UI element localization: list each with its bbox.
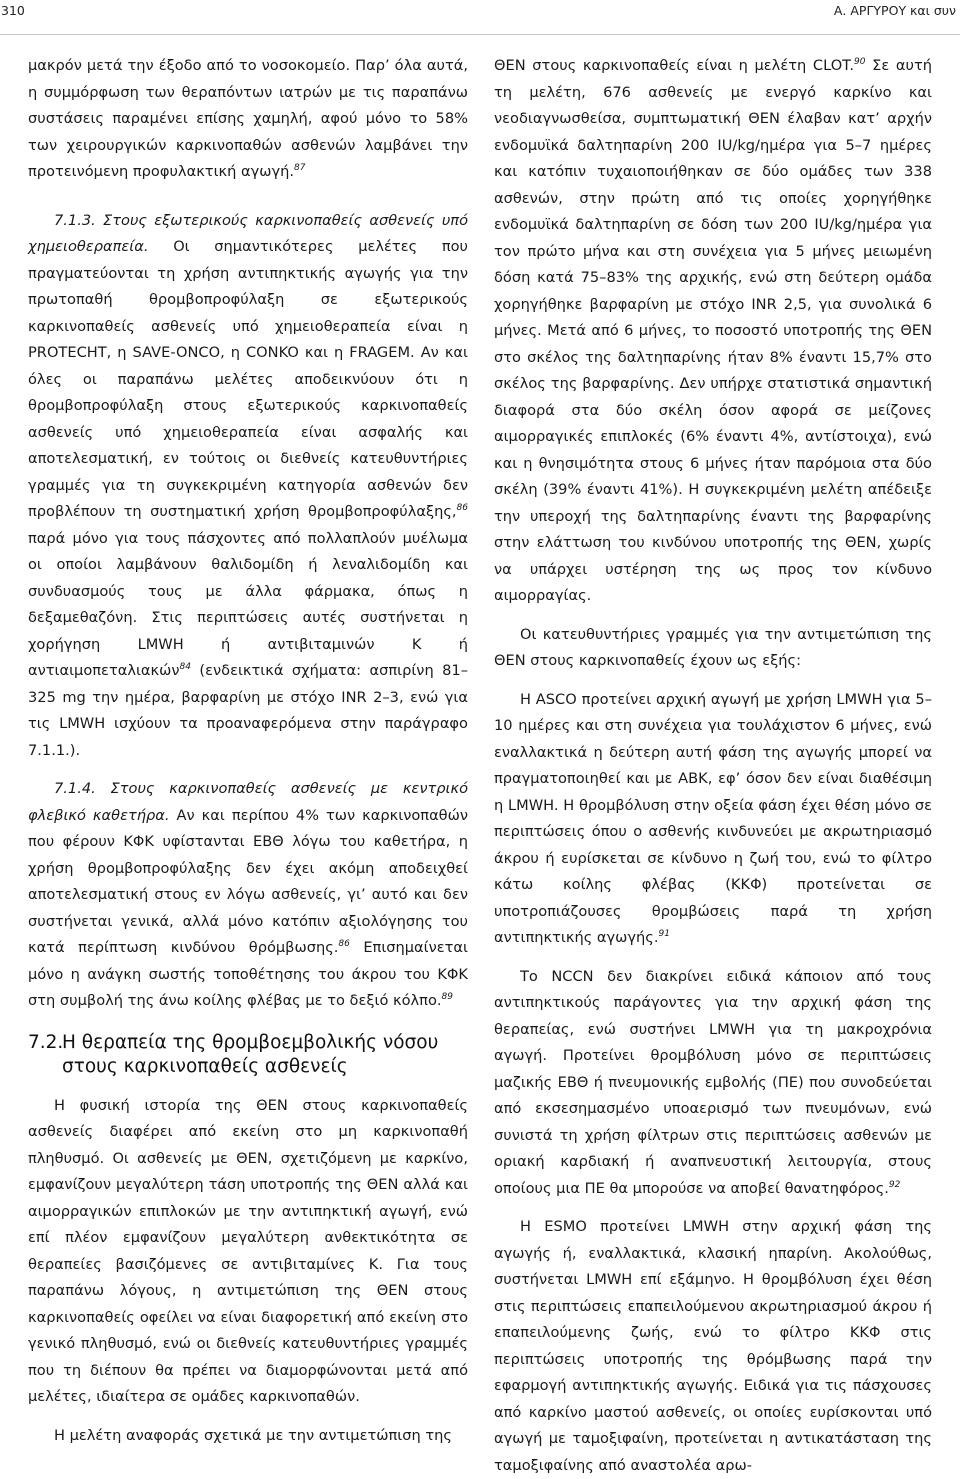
paragraph: Η φυσική ιστορία της ΘΕΝ στους καρκινοπαθείς ασθενείς διαφέρει από εκείνη στο μη καρκινοπαθή πληθυσμό. Οι ασθενείς με ΘΕΝ, σχετιζόμενη με καρκίνο, εμφανίζουν μεγαλύτερη τάση υποτροπής της ΘΕΝ αλλά και αιμορραγικών επιπλοκών με την αντιπηκτική αγωγή, ενώ επί πλέον εμφανίζουν μεγαλύτερη ανθεκτικότητα σε θεραπείες βασιζόμενες σε αντιβιταμίνες Κ. Για τους παραπάνω λόγους, η αντιμετώπιση της ΘΕΝ στους καρκινοπαθείς οφείλει να είναι διαφορετική από εκείνη στο γενικό πληθυσμό, ενώ οι διεθνείς κατευθυντήριες γραμμές που τη διέπουν θα πρέπει να διαμορφώνονται μετά από μελέτες, ιδιαίτερα σε ομάδες καρκινοπαθών.	[28, 1096, 468, 1405]
citation: 90	[854, 57, 866, 67]
running-title: Α. ΑΡΓΥΡΟΥ και συν	[833, 3, 956, 18]
paragraph: Η μελέτη αναφοράς σχετικά με την αντιμετώπιση της	[54, 1426, 452, 1444]
right-column	[494, 53, 932, 1474]
citation: 91	[658, 929, 670, 939]
citation: 92	[888, 1179, 901, 1190]
paragraph: μακρόν μετά την έξοδο από το νοσοκομείο. Παρ’ όλα αυτά, η συμμόρφωση των θεραπόντων ιατρών με τις παραπάνω συστάσεις παραμένει επίσης χαμηλή, αφού μόνο το 58% των χειρουργικών καρκινοπαθών ασθενών λαμβάνει την προτεινόμενη προφυλακτική αγωγή.$^{87}$	[28, 57, 468, 180]
left-column	[28, 53, 468, 1444]
subsection-heading: 7.1.3. Στους εξωτερικούς καρκινοπαθείς ασθενείς υπό χημειοθεραπεία.	[28, 211, 468, 255]
paragraph-asco: Η ASCO προτείνει αρχική αγωγή με χρήση LMWH για 5–10 ημέρες και στη συνέχεια για τουλάχιστον 6 μήνες, ενώ εναλλακτικά η δεύτερη αυτή φάση της αγωγής μπορεί να πραγματοποιηθεί και με ΑΒΚ, εφ’ όσον δεν είναι διαθέσιμη η LMWH. Η θρομβόλυση στην οξεία φάση έχει θέση μόνο σε περιπτώσεις όπου ο ασθενής κινδυνεύει με ακρωτηριασμό άκρου ή ευρίσκεται σε κίνδυνο η ζωή του, ενώ το φίλτρο κάτω κοίλης φλέβας (ΚΚΦ) προτείνεται σε υποτροπιάζουσες θρομβώσεις παρά τη χρήση αντιπηκτικής αγωγής.$^{91}$	[494, 690, 932, 946]
running-header	[0, 0, 960, 38]
citation: 86	[456, 503, 468, 513]
header-rule	[0, 34, 960, 35]
paragraph: Οι κατευθυντήριες γραμμές για την αντιμετώπιση της ΘΕΝ στους καρκινοπαθείς έχουν ως εξής:	[494, 625, 932, 669]
paragraph-esmo: Η ESMO προτείνει LMWH στην αρχική φάση της αγωγής ή, εναλλακτικά, κλασική ηπαρίνη. Ακολούθως, συστήνεται LMWH επί εξάμηνο. Η θρομβόλυση έχει θέση στις περιπτώσεις επαπειλούμενου ακρωτηριασμού άκρου ή επαπειλούμενης ζωής, ενώ το φίλτρο ΚΚΦ στις περιπτώσεις υποτροπής της θρόμβωσης παρά την εφαρμογή αντιπηκτικής αγωγής. Ειδικά για τις πάσχουσες από καρκίνο μαστού ασθενείς, οι οποίες ευρίσκονται υπό αγωγή με ταμοξιφαίνη, προτείνεται η αντικατάσταση της ταμοξιφαίνης από αναστολέα αρω-	[494, 1218, 932, 1474]
citation: 84	[179, 662, 191, 672]
section-7-1-4: 7.1.4. Στους καρκινοπαθείς ασθενείς με κεντρικό φλεβικό καθετήρα. Αν και περίπου 4% των καρκινοπαθών που φέρουν ΚΦΚ υφίστανται ΕΒΘ λόγω του καθετήρα, η χρήση θρομβοπροφύλαξης δεν έχει ακόμη αποδειχθεί αποτελεσματική στους εν λόγω ασθενείς, γι’ αυτό και δεν συστήνεται γενικά, αλλά μόνο κατόπιν αξιολόγησης του κατά περίπτωση κινδύνου θρόμβωσης.$^{86}$ Επισημαίνεται μόνο η ανάγκη σωστής τοποθέτησης του άκρου του ΚΦΚ στη συμβολή της άνω κοίλης φλέβας με το δεξιό κόλπο.$^{89}$	[28, 780, 468, 1009]
section-heading-7-2: 7.2.Η θεραπεία της θρομβοεμβολικής νόσου στους καρκινοπαθείς ασθενείς	[28, 1031, 439, 1077]
paragraph: ΘΕΝ στους καρκινοπαθείς είναι η μελέτη CLOT.$^{90}$ Σε αυτή τη μελέτη, 676 ασθενείς με ενεργό καρκίνο και νεοδιαγνωσθείσα, συμπτωματική ΘΕΝ έλαβαν κατ’ αρχήν ενδομυϊκά δαλτηπαρίνη 200 IU/kg/ημέρα για 5–7 ημέρες και κατόπιν τυχαιοποιήθηκαν σε δύο ομάδες των 338 ασθενών, στην πρώτη από τις οποίες χορηγήθηκε ενδομυϊκά δαλτηπαρίνη σε δόση των 200 IU/kg/ημέρα για τον πρώτο μήνα και στη συνέχεια για 5 μήνες μειωμένη δόση κατά 75–83% της αρχικής, ενώ στη δεύτερη ομάδα χορηγήθηκε βαρφαρίνη με στόχο INR 2,5, για συνολικά 6 μήνες. Μετά από 6 μήνες, το ποσοστό υποτροπής της ΘΕΝ στο σκέλος της δαλτηπαρίνης ήταν 8% έναντι 15,7% στο σκέλος της βαρφαρίνης. Δεν υπήρχε στατιστικά σημαντική διαφορά στα δύο σκέλη όσον αφορά σε μείζονες αιμορραγικές επιπλοκές (6% έναντι 4%, αντίστοιχα), ενώ και η θνησιμότητα στους 6 μήνες ήταν παρόμοια στα δύο σκέλη (39% έναντι 41%). Η συγκεκριμένη μελέτη απέδειξε την υπεροχή της δαλτηπαρίνης έναντι της βαρφαρίνης στην ελάττωση του κινδύνου υποτροπής της ΘΕΝ, χωρίς να υπάρχει υστέρηση της ως προς τον κίνδυνο αιμορραγίας.	[494, 57, 932, 604]
paragraph-nccn: Το NCCN δεν διακρίνει ειδικά κάποιον από τους αντιπηκτικούς παράγοντες για την αρχική φάση της θεραπείας, ενώ συστήνει LMWH για τη μακροχρόνια αγωγή. Προτείνει θρομβόλυση μόνο σε περιπτώσεις μαζικής ΕΒΘ ή πνευμονικής εμβολής (ΠΕ) που συνοδεύεται από εκσεσημασμένο υποαερισμό των πνευμόνων, ενώ συνιστά τη χρήση φίλτρων στις περιπτώσεις ασθενών με οριακή καρδιακή ή αναπνευστική λειτουργία, στους οποίους μια ΠΕ θα μπορούσε να αποβεί θανατηφόρος.$^{92}$	[494, 967, 932, 1197]
citation: 89	[441, 992, 453, 1002]
page-number: 310	[1, 3, 25, 18]
section-7-1-3: 7.1.3. Στους εξωτερικούς καρκινοπαθείς ασθενείς υπό χημειοθεραπεία. Οι σημαντικότερες μελέτες που πραγματεύονται τη χρήση αντιπηκτικής αγωγής για την πρωτοπαθή θρομβοπροφύλαξη σε εξωτερικούς καρκινοπαθείς ασθενείς υπό χημειοθεραπεία είναι η PROTECHT, η SAVE-ONCO, η CONKO και η FRAGEM. Αν και όλες οι παραπάνω μελέτες αποδεικνύουν ότι η θρομβοπροφύλαξη στους εξωτερικούς καρκινοπαθείς ασθενείς υπό χημειοθεραπεία είναι ασφαλής και αποτελεσματική, εν τούτοις οι διεθνείς κατευθυντήριες γραμμές για τη συγκεκριμένη κατηγορία ασθενών δεν προβλέπουν τη συστηματική χρήση θρομβοπροφύλαξης,$^{86}$ παρά μόνο για τους πάσχοντες από πολλαπλούν μυέλωμα οι οποίοι λαμβάνουν θαλιδομίδη ή λεναλιδομίδη και συνδυασμούς τους με άλλα φάρμακα, όπως η δεξαμεθαζόνη. Στις περιπτώσεις αυτές συστήνεται η χορήγηση LMWH ή αντιβιταμινών Κ ή αντιαιμοπεταλιακών$^{84}$ (ενδεικτικά σχήματα: ασπιρίνη 81–325 mg την ημέρα, βαρφαρίνη με στόχο INR 2–3, ενώ για τις LMWH ισχύουν τα προαναφερόμενα στην παράγραφο 7.1.1.).	[28, 211, 468, 759]
citation: 87	[294, 163, 306, 173]
citation: 86	[338, 939, 350, 949]
subsection-heading: 7.1.4. Στους καρκινοπαθείς ασθενείς με κεντρικό φλεβικό καθετήρα.	[28, 780, 468, 824]
